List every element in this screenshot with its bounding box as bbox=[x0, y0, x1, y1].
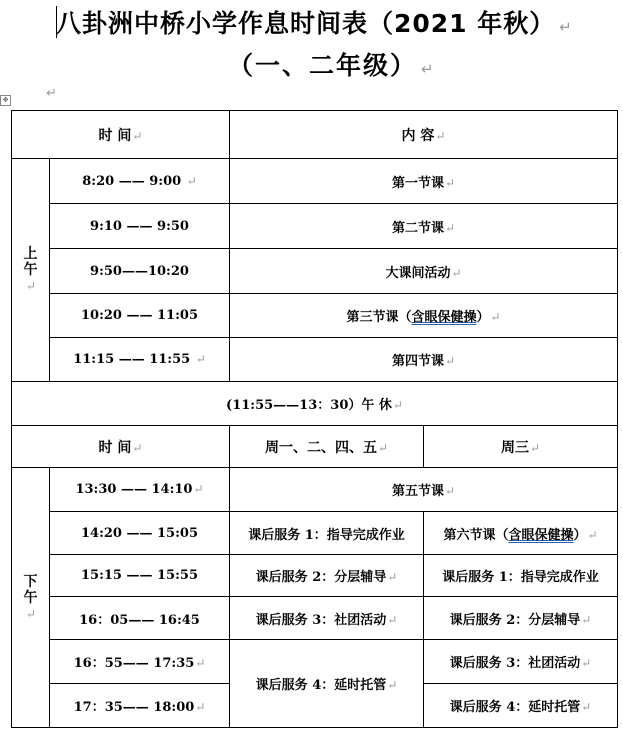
time-cell[interactable]: 15:15 —— 15:55 bbox=[50, 555, 230, 597]
content-cell[interactable]: 课后服务 3：社团活动↵ bbox=[424, 640, 618, 684]
time-cell[interactable]: 14:20 —— 15:05 bbox=[50, 512, 230, 555]
content-cell[interactable]: 课后服务 4：延时托管↵ bbox=[424, 684, 618, 728]
time-cell[interactable]: 11:15 —— 11:55 ↵ bbox=[50, 338, 230, 382]
content-cell[interactable]: 课后服务 2：分层辅导↵ bbox=[230, 555, 424, 597]
time-cell[interactable]: 9:50——10:20 bbox=[50, 249, 230, 294]
content-cell[interactable]: 第一节课↵ bbox=[230, 159, 618, 204]
morning-header-row bbox=[12, 111, 618, 159]
table-row bbox=[12, 468, 618, 512]
content-cell[interactable]: 大课间活动↵ bbox=[230, 249, 618, 294]
eye-exercise-link[interactable]: 含眼保健操 bbox=[411, 310, 477, 325]
morning-period-label[interactable]: 上 午 ↵ bbox=[12, 159, 50, 382]
time-cell[interactable]: 13:30 —— 14:10↵ bbox=[50, 468, 230, 512]
time-cell[interactable]: 17：35—— 18:00↵ bbox=[50, 684, 230, 728]
afternoon-time-header[interactable]: 时 间↵ bbox=[12, 426, 230, 468]
time-cell[interactable]: 16：55—— 17:35↵ bbox=[50, 640, 230, 684]
wednesday-header[interactable]: 周三↵ bbox=[424, 426, 618, 468]
table-row bbox=[12, 204, 618, 249]
lunch-break-cell[interactable]: (11:55——13：30）午 休↵ bbox=[12, 382, 618, 426]
table-row bbox=[12, 249, 618, 294]
table-move-handle-icon[interactable]: ✥ bbox=[0, 95, 11, 106]
title-line2: （一、二年级） bbox=[228, 51, 418, 80]
table-row bbox=[12, 338, 618, 382]
content-cell[interactable]: 第六节课（含眼保健操）↵ bbox=[424, 512, 618, 555]
content-cell[interactable]: 课后服务 1：指导完成作业 bbox=[230, 512, 424, 555]
content-cell[interactable]: 课后服务 4：延时托管↵ bbox=[230, 640, 424, 728]
table-row bbox=[12, 597, 618, 640]
page-subtitle[interactable] bbox=[228, 46, 436, 82]
time-cell[interactable]: 16：05—— 16:45 bbox=[50, 597, 230, 640]
content-cell[interactable]: 第四节课↵ bbox=[230, 338, 618, 382]
paragraph-mark-icon: ↵ bbox=[421, 60, 436, 78]
content-cell[interactable]: 课后服务 2：分层辅导↵ bbox=[424, 597, 618, 640]
content-cell[interactable]: 课后服务 3：社团活动↵ bbox=[230, 597, 424, 640]
morning-content-header[interactable]: 内 容↵ bbox=[230, 111, 618, 159]
afternoon-header-row bbox=[12, 426, 618, 468]
time-cell[interactable]: 9:10 —— 9:50 bbox=[50, 204, 230, 249]
afternoon-period-label[interactable]: 下 午 ↵ bbox=[12, 468, 50, 728]
weekday-header[interactable]: 周一、二、四、五↵ bbox=[230, 426, 424, 468]
lunch-row bbox=[12, 382, 618, 426]
content-cell[interactable]: 课后服务 1：指导完成作业 bbox=[424, 555, 618, 597]
table-row bbox=[12, 640, 618, 684]
table-row bbox=[12, 555, 618, 597]
paragraph-mark-icon: ↵ bbox=[46, 86, 57, 101]
title-line1: 八卦洲中桥小学作息时间表（2021 年秋） bbox=[56, 9, 556, 38]
schedule-table bbox=[11, 110, 618, 728]
table-row bbox=[12, 159, 618, 204]
morning-time-header[interactable]: 时 间↵ bbox=[12, 111, 230, 159]
time-cell[interactable]: 8:20 —— 9:00 ↵ bbox=[50, 159, 230, 204]
table-row bbox=[12, 512, 618, 555]
time-cell[interactable]: 10:20 —— 11:05 bbox=[50, 294, 230, 338]
table-row bbox=[12, 294, 618, 338]
paragraph-mark-icon: ↵ bbox=[559, 18, 573, 36]
content-cell[interactable]: 第五节课↵ bbox=[230, 468, 618, 512]
content-cell[interactable]: 第二节课↵ bbox=[230, 204, 618, 249]
page-title[interactable] bbox=[56, 4, 573, 40]
eye-exercise-link[interactable]: 含眼保健操 bbox=[508, 527, 574, 543]
content-cell[interactable]: 第三节课（含眼保健操）↵ bbox=[230, 294, 618, 338]
